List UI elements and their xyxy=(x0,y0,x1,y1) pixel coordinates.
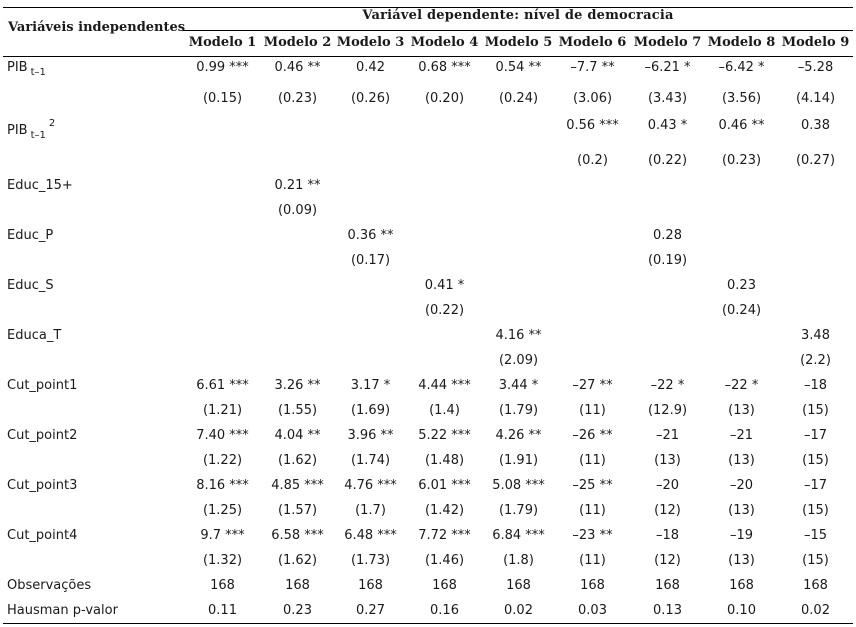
row-label xyxy=(7,378,77,393)
table-cell: (1.32) xyxy=(202,553,243,568)
table-cell: 168 xyxy=(580,578,605,593)
row-label-text: Cut_point3 xyxy=(7,478,78,493)
table-cell: 168 xyxy=(655,578,680,593)
row-label xyxy=(7,178,73,193)
table-cell: (1.79) xyxy=(498,503,539,518)
table-cell: (1.74) xyxy=(350,453,391,468)
table-cell: 0.03 xyxy=(578,603,607,618)
table-cell: 168 xyxy=(506,578,531,593)
table-cell: 168 xyxy=(432,578,457,593)
model-header-6: Modelo 6 xyxy=(558,35,627,50)
table-cell: 3.17 * xyxy=(350,378,391,393)
row-label-text: PIB xyxy=(7,60,28,75)
table-cell: 0.38 xyxy=(801,118,830,133)
table-cell: 4.16 ** xyxy=(495,328,542,343)
table-cell: –22 * xyxy=(724,378,759,393)
table-cell: 0.21 ** xyxy=(274,178,321,193)
table-cell: (2.2) xyxy=(800,353,831,368)
table-cell: (1.42) xyxy=(424,503,465,518)
table-cell: –5.28 xyxy=(797,60,834,75)
table-cell: (1.73) xyxy=(350,553,391,568)
table-cell: (0.09) xyxy=(277,203,318,218)
row-label-text: Cut_point2 xyxy=(7,428,78,443)
table-cell: 3.26 ** xyxy=(274,378,321,393)
table-cell: (0.24) xyxy=(721,303,762,318)
table-cell: 168 xyxy=(358,578,383,593)
table-cell: (11) xyxy=(579,453,606,468)
row-label-text: Cut_point4 xyxy=(7,528,78,543)
table-cell: 168 xyxy=(803,578,828,593)
table-cell: 7.72 *** xyxy=(418,528,471,543)
table-cell: –6.21 * xyxy=(644,60,691,75)
table-cell: –22 * xyxy=(650,378,685,393)
table-cell: (1.55) xyxy=(277,403,318,418)
row-label xyxy=(7,478,77,493)
model-header-9: Modelo 9 xyxy=(781,35,850,50)
table-cell: 0.16 xyxy=(430,603,459,618)
table-cell: (3.06) xyxy=(572,91,613,106)
table-cell: 6.48 *** xyxy=(344,528,397,543)
table-cell: 0.23 xyxy=(727,278,756,293)
table-cell: 0.36 ** xyxy=(347,228,394,243)
table-cell: –18 xyxy=(655,528,680,543)
table-cell: (15) xyxy=(802,503,829,518)
table-cell: 0.02 xyxy=(801,603,830,618)
table-cell: (13) xyxy=(728,453,755,468)
table-cell: (0.23) xyxy=(277,91,318,106)
table-cell: 0.56 *** xyxy=(566,118,619,133)
table-cell: (3.43) xyxy=(647,91,688,106)
row-label xyxy=(7,118,55,141)
table-cell: 6.84 *** xyxy=(492,528,545,543)
model-header-3: Modelo 3 xyxy=(336,35,405,50)
table-cell: 168 xyxy=(729,578,754,593)
table-cell: (1.21) xyxy=(202,403,243,418)
dependent-header-rule xyxy=(183,30,853,31)
row-label-text: Educ_15+ xyxy=(7,178,73,193)
table-cell: (12.9) xyxy=(647,403,688,418)
table-cell: (1.22) xyxy=(202,453,243,468)
table-cell: (11) xyxy=(579,553,606,568)
table-cell: 4.26 ** xyxy=(495,428,542,443)
table-cell: (0.24) xyxy=(498,91,539,106)
table-cell: (1.46) xyxy=(424,553,465,568)
table-cell: –18 xyxy=(803,378,828,393)
table-cell: 5.08 *** xyxy=(492,478,545,493)
table-cell: 6.58 *** xyxy=(271,528,324,543)
table-cell: 0.27 xyxy=(356,603,385,618)
row-label-text: PIB xyxy=(7,123,28,138)
table-cell: –25 ** xyxy=(572,478,613,493)
table-cell: –20 xyxy=(729,478,754,493)
table-cell: 0.68 *** xyxy=(418,60,471,75)
table-cell: (0.22) xyxy=(424,303,465,318)
table-cell: (11) xyxy=(579,503,606,518)
table-cell: (0.26) xyxy=(350,91,391,106)
row-label xyxy=(7,328,61,343)
table-cell: (13) xyxy=(654,453,681,468)
table-cell: 0.11 xyxy=(208,603,237,618)
table-cell: (11) xyxy=(579,403,606,418)
table-cell: 0.02 xyxy=(504,603,533,618)
table-cell: –19 xyxy=(729,528,754,543)
table-cell: 4.44 *** xyxy=(418,378,471,393)
table-cell: (1.8) xyxy=(503,553,534,568)
table-cell: –6.42 * xyxy=(718,60,765,75)
table-cell: –7.7 ** xyxy=(570,60,615,75)
table-cell: (0.23) xyxy=(721,153,762,168)
table-cell: 0.41 * xyxy=(424,278,465,293)
table-cell: 9.7 *** xyxy=(200,528,245,543)
table-cell: 4.76 *** xyxy=(344,478,397,493)
table-cell: 0.23 xyxy=(283,603,312,618)
row-label xyxy=(7,278,54,293)
table-cell: (13) xyxy=(728,503,755,518)
table-cell: 0.13 xyxy=(653,603,682,618)
table-cell: –26 ** xyxy=(572,428,613,443)
table-cell: –15 xyxy=(803,528,828,543)
table-cell: –17 xyxy=(803,478,828,493)
table-cell: (0.22) xyxy=(647,153,688,168)
table-cell: (13) xyxy=(728,403,755,418)
row-label-text: Educ_S xyxy=(7,278,54,293)
table-cell: 8.16 *** xyxy=(196,478,249,493)
table-cell: (0.17) xyxy=(350,253,391,268)
table-cell: (13) xyxy=(728,553,755,568)
table-cell: –20 xyxy=(655,478,680,493)
table-cell: 0.28 xyxy=(653,228,682,243)
row-label xyxy=(7,578,91,593)
table-cell: (1.69) xyxy=(350,403,391,418)
table-cell: 0.10 xyxy=(727,603,756,618)
table-cell: 0.46 ** xyxy=(718,118,765,133)
table-cell: (4.14) xyxy=(795,91,836,106)
table-cell: (12) xyxy=(654,503,681,518)
table-cell: 3.48 xyxy=(801,328,830,343)
table-bottom-rule xyxy=(3,623,853,624)
model-header-7: Modelo 7 xyxy=(633,35,702,50)
model-header-2: Modelo 2 xyxy=(263,35,332,50)
table-cell: (0.27) xyxy=(795,153,836,168)
table-cell: 7.40 *** xyxy=(196,428,249,443)
table-cell: (0.19) xyxy=(647,253,688,268)
dependent-variable-header: Variável dependente: nível de democracia xyxy=(362,8,674,23)
table-cell: 5.22 *** xyxy=(418,428,471,443)
table-cell: 3.96 ** xyxy=(347,428,394,443)
table-cell: (1.62) xyxy=(277,453,318,468)
table-cell: (3.56) xyxy=(721,91,762,106)
model-header-1: Modelo 1 xyxy=(188,35,257,50)
row-label-text: Educa_T xyxy=(7,328,62,343)
table-cell: –17 xyxy=(803,428,828,443)
table-cell: 168 xyxy=(285,578,310,593)
table-cell: (1.48) xyxy=(424,453,465,468)
table-cell: (15) xyxy=(802,403,829,418)
table-cell: (1.91) xyxy=(498,453,539,468)
table-cell: 0.54 ** xyxy=(495,60,542,75)
table-cell: (2.09) xyxy=(498,353,539,368)
table-cell: 3.44 * xyxy=(498,378,539,393)
row-label xyxy=(7,603,118,618)
table-cell: 4.85 *** xyxy=(271,478,324,493)
table-cell: (0.15) xyxy=(202,91,243,106)
model-header-4: Modelo 4 xyxy=(410,35,479,50)
table-cell: 0.46 ** xyxy=(274,60,321,75)
table-cell: (0.20) xyxy=(424,91,465,106)
row-label xyxy=(7,60,46,78)
independent-variables-header: Variáveis independentes xyxy=(8,20,186,35)
table-cell: (1.79) xyxy=(498,403,539,418)
table-cell: (1.62) xyxy=(277,553,318,568)
table-cell: 6.61 *** xyxy=(196,378,249,393)
row-label-subscript: t–1 xyxy=(30,130,46,141)
table-cell: –27 ** xyxy=(572,378,613,393)
row-label-text: Observações xyxy=(7,578,92,593)
table-cell: 0.42 xyxy=(356,60,385,75)
table-cell: (15) xyxy=(802,453,829,468)
table-cell: (15) xyxy=(802,553,829,568)
table-cell: 4.04 ** xyxy=(274,428,321,443)
row-label xyxy=(7,428,77,443)
table-cell: 0.43 * xyxy=(647,118,688,133)
header-bottom-rule xyxy=(3,56,853,57)
table-cell: 6.01 *** xyxy=(418,478,471,493)
row-label-text: Educ_P xyxy=(7,228,54,243)
row-label-text: Cut_point1 xyxy=(7,378,78,393)
table-cell: (1.4) xyxy=(429,403,460,418)
row-label-text: Hausman p-valor xyxy=(7,603,118,618)
row-label xyxy=(7,528,77,543)
row-label-subscript: t–1 xyxy=(30,67,46,78)
table-cell: (1.25) xyxy=(202,503,243,518)
table-cell: 168 xyxy=(210,578,235,593)
table-cell: 0.99 *** xyxy=(196,60,249,75)
model-header-5: Modelo 5 xyxy=(484,35,553,50)
table-cell: –23 ** xyxy=(572,528,613,543)
row-label xyxy=(7,228,53,243)
model-header-8: Modelo 8 xyxy=(707,35,776,50)
table-cell: (1.7) xyxy=(355,503,386,518)
table-cell: (0.2) xyxy=(577,153,608,168)
table-cell: –21 xyxy=(655,428,680,443)
row-label-superscript: 2 xyxy=(48,118,56,129)
table-cell: (1.57) xyxy=(277,503,318,518)
table-cell: –21 xyxy=(729,428,754,443)
table-cell: (12) xyxy=(654,553,681,568)
